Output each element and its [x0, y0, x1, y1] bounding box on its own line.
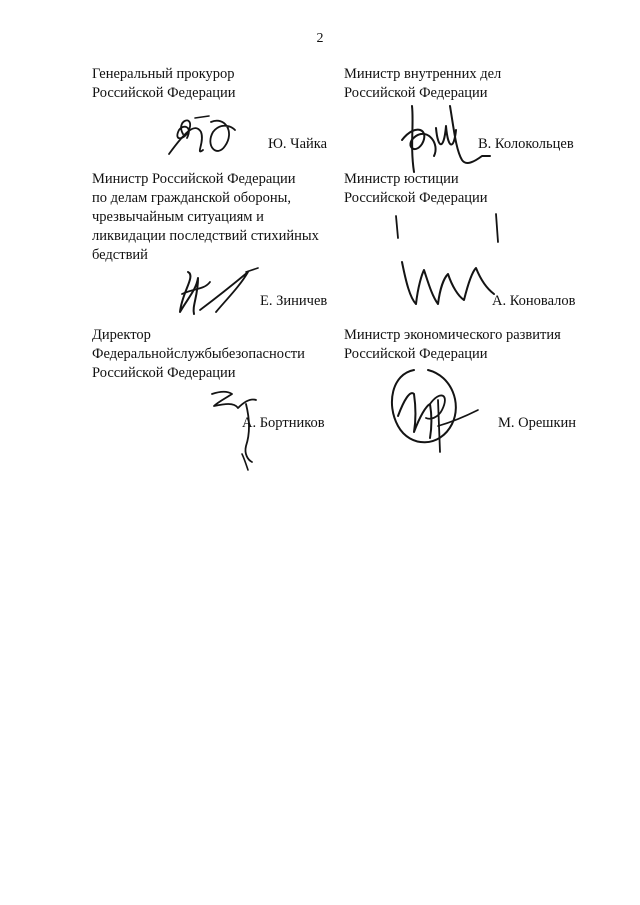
- signatory-emergency-minister: [92, 170, 319, 265]
- position-title-line: Российской Федерации: [344, 346, 488, 362]
- position-title-line: Генеральный прокурор: [92, 66, 235, 82]
- position-title-line: Директор: [92, 327, 151, 343]
- signer-name: М. Орешкин: [498, 415, 577, 431]
- position-title-line: по делам гражданской обороны,: [92, 190, 292, 206]
- signer-name: А. Коновалов: [492, 293, 576, 309]
- signatory-interior-minister: [344, 65, 501, 103]
- position-title-line: ликвидации последствий стихийных: [92, 228, 319, 244]
- position-title-line: Министр внутренних дел: [344, 66, 502, 82]
- signer-name: А. Бортников: [242, 415, 325, 431]
- position-title-line: [92, 345, 328, 364]
- signer-name: В. Колокольцев: [478, 136, 574, 152]
- signer-name: Е. Зиничев: [260, 293, 328, 309]
- position-title-word: безопасности: [221, 346, 305, 362]
- position-title-line: Министр юстиции: [344, 171, 459, 187]
- position-title-line: чрезвычайным ситуациям и: [92, 209, 264, 225]
- signature-oreshkin-icon: [380, 360, 490, 460]
- signatory-prosecutor-general: [92, 65, 236, 103]
- position-title-line: Российской Федерации: [344, 190, 488, 206]
- position-title-word: службы: [173, 346, 222, 362]
- signatory-economy-minister: [344, 326, 561, 364]
- signature-chaika-icon: [165, 112, 245, 162]
- position-title-line: Российской Федерации: [344, 85, 488, 101]
- page-number: 2: [316, 31, 324, 46]
- signatory-fsb-director: [92, 326, 328, 383]
- position-title-line: Министр экономического развития: [344, 327, 561, 343]
- position-title-line: Российской Федерации: [92, 85, 236, 101]
- signer-name: Ю. Чайка: [268, 136, 328, 152]
- position-title-line: бедствий: [92, 247, 148, 263]
- position-title-line: Российской Федерации: [92, 365, 236, 381]
- position-title-word: Федеральной: [92, 346, 174, 362]
- position-title-line: Министр Российской Федерации: [92, 171, 296, 187]
- signatory-justice-minister: [344, 170, 488, 208]
- signature-zinichev-icon: [176, 262, 262, 320]
- signature-konovalov-icon: [388, 212, 508, 312]
